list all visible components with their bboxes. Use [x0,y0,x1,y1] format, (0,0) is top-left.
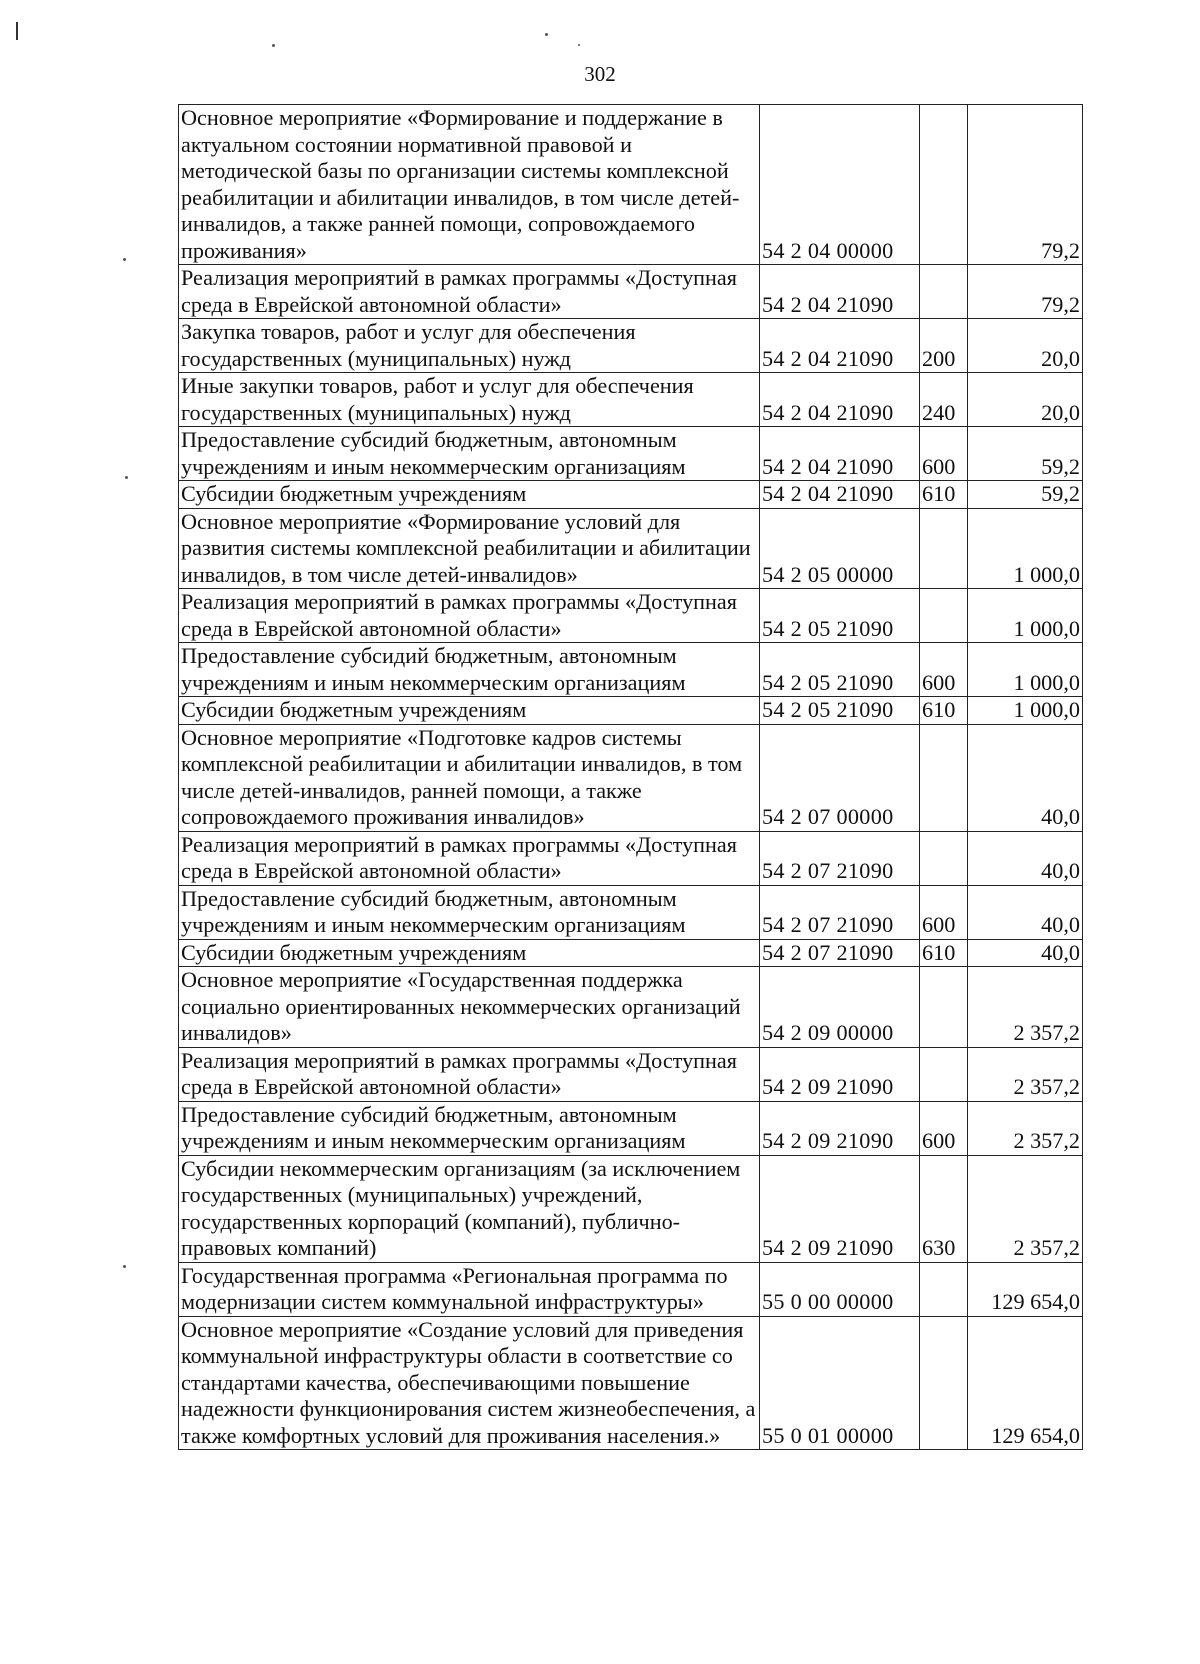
row-amount-cell: 59,2 [968,427,1083,481]
row-amount-cell: 2 357,2 [968,1155,1083,1262]
row-name-cell: Предоставление субсидий бюджетным, автономным учреждениям и иным некоммерческим организациям [179,643,760,697]
row-code-cell: 54 2 05 21090 [760,643,920,697]
row-code-cell: 54 2 04 21090 [760,373,920,427]
row-code-cell: 54 2 09 21090 [760,1047,920,1101]
table-row [179,885,1083,939]
table-row [179,589,1083,643]
row-name-cell: Субсидии некоммерческим организациям (за исключением государственных (муниципальных) учреждений, государственных корпораций (компаний), публично-правовых компаний) [179,1155,760,1262]
table-row [179,967,1083,1048]
scan-speck [545,33,548,36]
table-row [179,481,1083,509]
row-amount-cell: 20,0 [968,319,1083,373]
row-expense-type-cell: 240 [920,373,968,427]
table-row [179,724,1083,831]
row-expense-type-cell [920,967,968,1048]
row-name-cell: Реализация мероприятий в рамках программы «Доступная среда в Еврейской автономной области» [179,265,760,319]
table-row [179,643,1083,697]
row-amount-cell: 1 000,0 [968,643,1083,697]
scan-speck [578,44,580,46]
scan-speck [125,476,128,479]
row-name-cell: Субсидии бюджетным учреждениям [179,697,760,725]
table-row [179,1155,1083,1262]
row-amount-cell: 2 357,2 [968,1101,1083,1155]
budget-table [178,104,1083,1450]
row-name-cell: Закупка товаров, работ и услуг для обеспечения государственных (муниципальных) нужд [179,319,760,373]
row-expense-type-cell [920,1316,968,1450]
row-code-cell: 54 2 07 00000 [760,724,920,831]
row-expense-type-cell: 610 [920,939,968,967]
row-name-cell: Основное мероприятие «Формирование условий для развития системы комплексной реабилитации и абилитации инвалидов, в том числе детей-инвалидов» [179,508,760,589]
row-expense-type-cell [920,589,968,643]
row-amount-cell: 129 654,0 [968,1262,1083,1316]
scan-speck [123,1265,126,1268]
table-row [179,265,1083,319]
row-code-cell: 55 0 00 00000 [760,1262,920,1316]
row-amount-cell: 1 000,0 [968,589,1083,643]
table-row [179,105,1083,265]
table-row [179,1262,1083,1316]
row-code-cell: 54 2 04 21090 [760,265,920,319]
row-expense-type-cell: 600 [920,427,968,481]
row-amount-cell: 79,2 [968,105,1083,265]
row-expense-type-cell [920,105,968,265]
row-amount-cell: 59,2 [968,481,1083,509]
table-row [179,1101,1083,1155]
row-code-cell: 54 2 09 21090 [760,1101,920,1155]
row-name-cell: Государственная программа «Региональная программа по модернизации систем коммунальной инфраструктуры» [179,1262,760,1316]
row-expense-type-cell: 610 [920,481,968,509]
row-expense-type-cell [920,1047,968,1101]
row-expense-type-cell [920,508,968,589]
table-row [179,508,1083,589]
row-name-cell: Реализация мероприятий в рамках программы «Доступная среда в Еврейской автономной области» [179,1047,760,1101]
row-expense-type-cell: 600 [920,643,968,697]
row-amount-cell: 40,0 [968,724,1083,831]
table-row [179,373,1083,427]
row-code-cell: 54 2 07 21090 [760,831,920,885]
row-amount-cell: 1 000,0 [968,697,1083,725]
row-code-cell: 54 2 07 21090 [760,885,920,939]
row-code-cell: 54 2 05 00000 [760,508,920,589]
row-name-cell: Иные закупки товаров, работ и услуг для обеспечения государственных (муниципальных) нужд [179,373,760,427]
scan-speck [272,44,275,47]
row-amount-cell: 40,0 [968,939,1083,967]
row-name-cell: Основное мероприятие «Формирование и поддержание в актуальном состоянии нормативной правовой и методической базы по организации системы комплексной реабилитации и абилитации инвалидов, в том числе детей-инвалидов, а также ранней помощи, сопровождаемого проживания» [179,105,760,265]
table-row [179,831,1083,885]
row-name-cell: Основное мероприятие «Создание условий для приведения коммунальной инфраструктуры области в соответствие со стандартами качества, обеспечивающими повышение надежности функционирования систем жизнеобеспечения, а также комфортных условий для проживания населения.» [179,1316,760,1450]
scan-edge-mark [16,22,18,40]
row-name-cell: Предоставление субсидий бюджетным, автономным учреждениям и иным некоммерческим организациям [179,427,760,481]
row-name-cell: Основное мероприятие «Государственная поддержка социально ориентированных некоммерческих организаций инвалидов» [179,967,760,1048]
row-name-cell: Реализация мероприятий в рамках программы «Доступная среда в Еврейской автономной области» [179,831,760,885]
page-number: 302 [584,62,616,86]
row-amount-cell: 40,0 [968,831,1083,885]
table-row [179,697,1083,725]
row-amount-cell: 2 357,2 [968,1047,1083,1101]
row-amount-cell: 2 357,2 [968,967,1083,1048]
row-name-cell: Реализация мероприятий в рамках программы «Доступная среда в Еврейской автономной области» [179,589,760,643]
row-expense-type-cell: 630 [920,1155,968,1262]
row-name-cell: Субсидии бюджетным учреждениям [179,481,760,509]
row-code-cell: 54 2 07 21090 [760,939,920,967]
row-name-cell: Предоставление субсидий бюджетным, автономным учреждениям и иным некоммерческим организациям [179,1101,760,1155]
row-code-cell: 54 2 05 21090 [760,697,920,725]
row-amount-cell: 20,0 [968,373,1083,427]
row-amount-cell: 40,0 [968,885,1083,939]
row-code-cell: 54 2 09 21090 [760,1155,920,1262]
row-code-cell: 54 2 04 00000 [760,105,920,265]
scan-speck [123,258,126,261]
row-name-cell: Основное мероприятие «Подготовке кадров системы комплексной реабилитации и абилитации инвалидов, в том числе детей-инвалидов, ранней помощи, а также сопровождаемого проживания инвалидов» [179,724,760,831]
row-expense-type-cell [920,724,968,831]
row-amount-cell: 79,2 [968,265,1083,319]
row-code-cell: 54 2 04 21090 [760,319,920,373]
row-code-cell: 54 2 04 21090 [760,427,920,481]
row-code-cell: 54 2 04 21090 [760,481,920,509]
row-name-cell: Субсидии бюджетным учреждениям [179,939,760,967]
row-expense-type-cell: 610 [920,697,968,725]
row-name-cell: Предоставление субсидий бюджетным, автономным учреждениям и иным некоммерческим организациям [179,885,760,939]
table-row [179,939,1083,967]
row-expense-type-cell [920,265,968,319]
row-code-cell: 54 2 05 21090 [760,589,920,643]
row-expense-type-cell [920,831,968,885]
row-expense-type-cell: 200 [920,319,968,373]
row-amount-cell: 1 000,0 [968,508,1083,589]
row-expense-type-cell: 600 [920,885,968,939]
table-row [179,427,1083,481]
row-amount-cell: 129 654,0 [968,1316,1083,1450]
row-code-cell: 54 2 09 00000 [760,967,920,1048]
table-row [179,1047,1083,1101]
row-code-cell: 55 0 01 00000 [760,1316,920,1450]
row-expense-type-cell [920,1262,968,1316]
table-row [179,319,1083,373]
row-expense-type-cell: 600 [920,1101,968,1155]
table-row [179,1316,1083,1450]
